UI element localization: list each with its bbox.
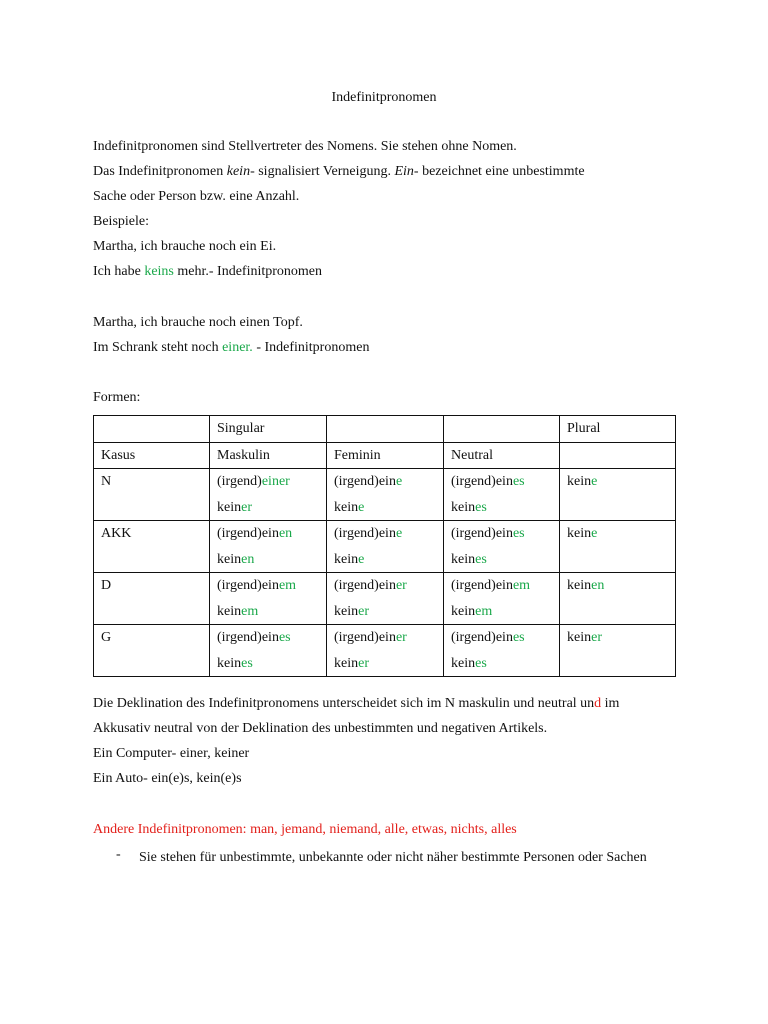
case-cell: AKK bbox=[94, 521, 210, 573]
example-line-4: Im Schrank steht noch einer. - Indefinitpronomen bbox=[93, 340, 370, 355]
example-line-2: Ich habe keins mehr.- Indefinitpronomen bbox=[93, 264, 323, 279]
feminin-cell: (irgend)eine keine bbox=[327, 469, 444, 521]
table-row bbox=[94, 625, 676, 677]
plural-cell: keine bbox=[560, 469, 676, 521]
plural-cell: keiner bbox=[560, 625, 676, 677]
header-singular: Singular bbox=[210, 416, 327, 443]
intro-line-1: Indefinitpronomen sind Stellvertreter des Nomens. Sie stehen ohne Nomen. bbox=[93, 139, 517, 154]
page-title: Indefinitpronomen bbox=[331, 90, 437, 105]
case-cell: D bbox=[94, 573, 210, 625]
table-header-row-2 bbox=[94, 442, 676, 469]
header-maskulin: Maskulin bbox=[210, 442, 327, 469]
maskulin-cell: (irgend)einen keinen bbox=[210, 521, 327, 573]
table-header-row-1 bbox=[94, 416, 676, 443]
after-line-1: Die Deklination des Indefinitpronomens unterscheidet sich im N maskulin und neutral und im bbox=[93, 696, 620, 711]
example-line-1: Martha, ich brauche noch ein Ei. bbox=[93, 239, 277, 254]
header-plural: Plural bbox=[560, 416, 676, 443]
maskulin-cell: (irgend)eines keines bbox=[210, 625, 327, 677]
example-line-3: Martha, ich brauche noch einen Topf. bbox=[93, 315, 303, 330]
header-neutral: Neutral bbox=[444, 442, 560, 469]
after-line-3: Ein Computer- einer, keiner bbox=[93, 746, 250, 761]
table-row bbox=[94, 573, 676, 625]
neutral-cell: (irgend)einem keinem bbox=[444, 573, 560, 625]
maskulin-cell: (irgend)einem keinem bbox=[210, 573, 327, 625]
feminin-cell: (irgend)einer keiner bbox=[327, 625, 444, 677]
other-pronouns-heading: Andere Indefinitpronomen: man, jemand, niemand, alle, etwas, nichts, alles bbox=[93, 822, 517, 837]
after-line-2: Akkusativ neutral von der Deklination des unbestimmten und negativen Artikels. bbox=[93, 721, 548, 736]
header-feminin: Feminin bbox=[327, 442, 444, 469]
table-row bbox=[94, 521, 676, 573]
case-cell: N bbox=[94, 469, 210, 521]
plural-cell: keinen bbox=[560, 573, 676, 625]
declension-table bbox=[93, 415, 676, 677]
case-cell: G bbox=[94, 625, 210, 677]
bullet-dash: - bbox=[116, 847, 121, 862]
feminin-cell: (irgend)einer keiner bbox=[327, 573, 444, 625]
neutral-cell: (irgend)eines keines bbox=[444, 625, 560, 677]
examples-label: Beispiele: bbox=[93, 214, 149, 229]
feminin-cell: (irgend)eine keine bbox=[327, 521, 444, 573]
neutral-cell: (irgend)eines keines bbox=[444, 469, 560, 521]
table-row bbox=[94, 469, 676, 521]
maskulin-cell: (irgend)einer keiner bbox=[210, 469, 327, 521]
after-line-4: Ein Auto- ein(e)s, kein(e)s bbox=[93, 771, 242, 786]
bullet-text: Sie stehen für unbestimmte, unbekannte oder nicht näher bestimmte Personen oder Sachen bbox=[139, 850, 647, 865]
intro-line-3: Sache oder Person bzw. eine Anzahl. bbox=[93, 189, 300, 204]
neutral-cell: (irgend)eines keines bbox=[444, 521, 560, 573]
forms-label: Formen: bbox=[93, 390, 141, 405]
intro-line-2: Das Indefinitpronomen kein- signalisiert Verneigung. Ein- bezeichnet eine unbestimmte bbox=[93, 164, 585, 179]
header-kasus: Kasus bbox=[94, 442, 210, 469]
plural-cell: keine bbox=[560, 521, 676, 573]
